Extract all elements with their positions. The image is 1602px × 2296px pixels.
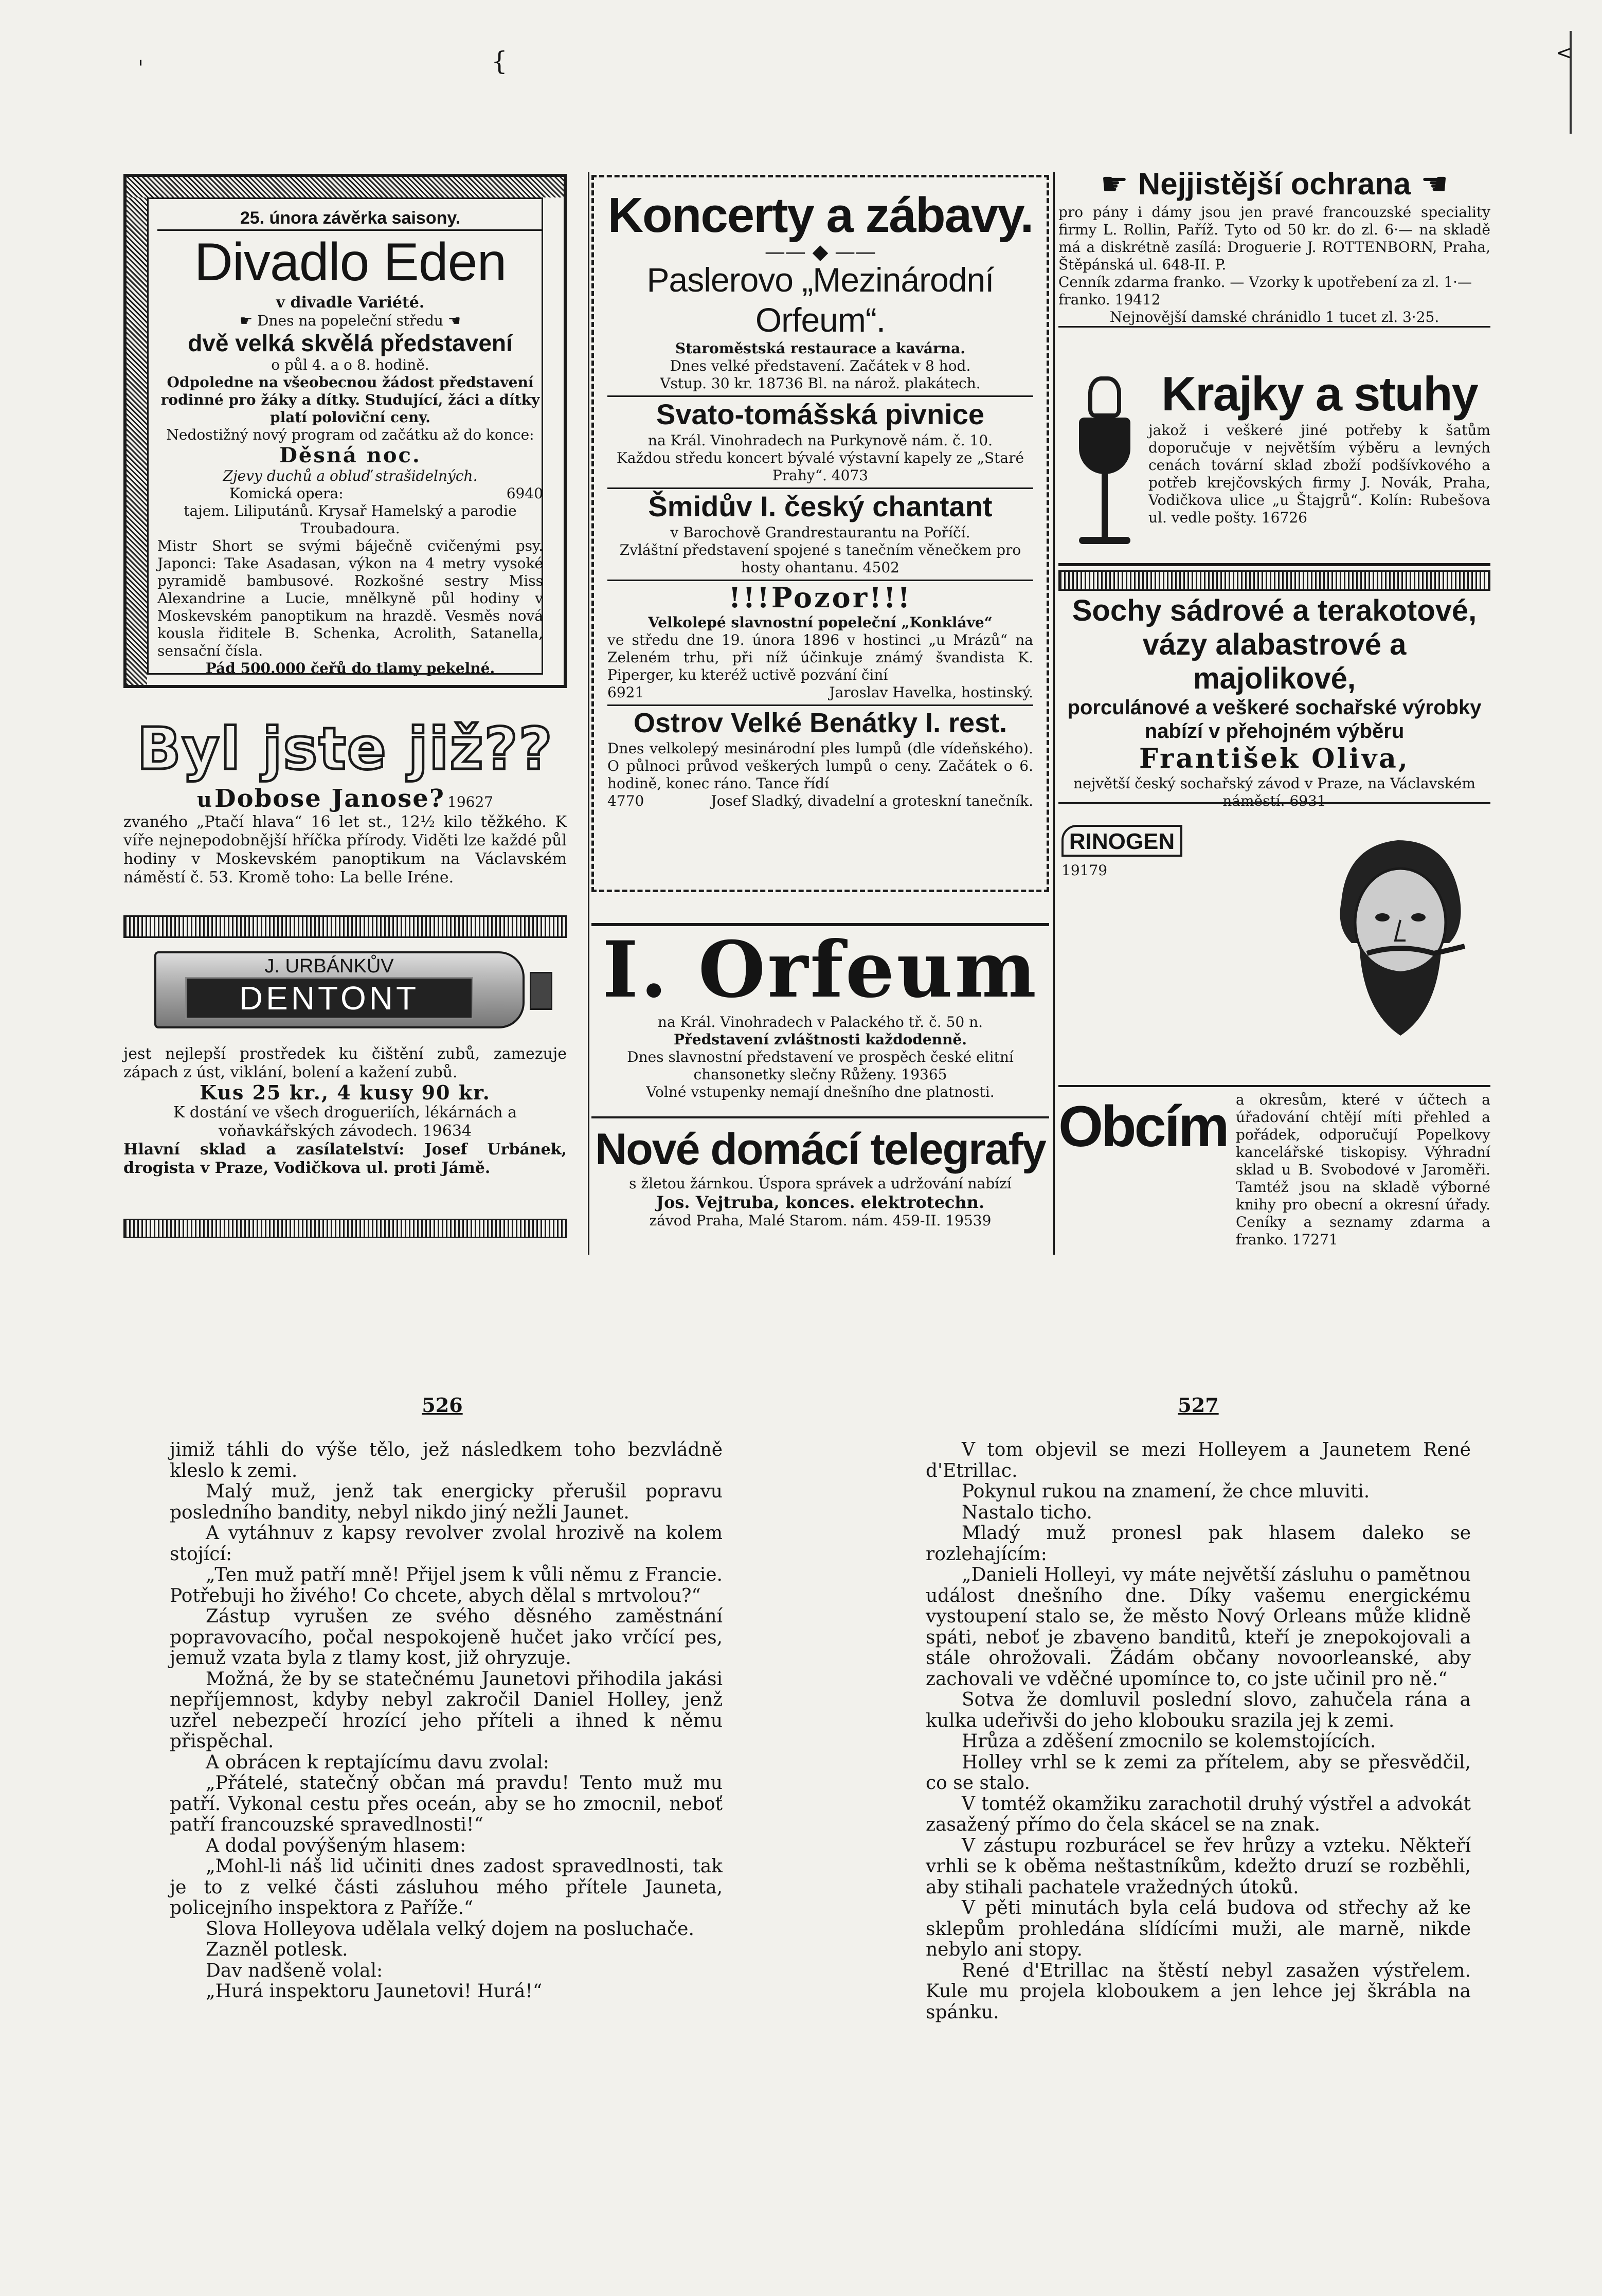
koncerty-b3-l2: Zvláštní představení spojené s tanečním věnečkem pro hosty ohantanu. 4502 — [607, 541, 1033, 581]
eden-p5: Komická opera: 6940 — [229, 485, 543, 502]
sochy-l4: nabízí v přehojném výběru — [1144, 720, 1405, 743]
eden-shade-top — [127, 177, 564, 197]
right-paragraph: „Danieli Holleyi, vy máte největší zásluhu o pamětnou událost dnešního dne. Díky vašemu energickému vystoupení stalo se, že město Nový Orleans může klidně spáti, neboť je zbaveno banditů, kteří je znepokojovali a stále ohrožovali. Žádám občany novoorleanské, aby zachovali ve vděčné upomínce to, co jste učinil pro ně.“ — [926, 1564, 1471, 1690]
ochrana-l2: Cenník zdarma franko. — Vzorky k upotřebení za zl. 1·— franko. 19412 — [1058, 274, 1472, 308]
left-paragraph: „Ten muž patří mně! Přijel jsem k vůli němu z Francie. Potřebuji ho živého! Co chcete, abych dělal s mrtvolou?“ — [170, 1564, 723, 1606]
eden-p3: Děsná noc. — [279, 443, 421, 467]
ochrana-l3: Nejnovější damské chránidlo 1 tucet zl. 3·25. — [1058, 309, 1490, 328]
left-paragraph: Zazněl potlesk. — [206, 1939, 348, 1960]
sochy-l2: vázy alabastrové a majolikové, — [1142, 628, 1407, 695]
page-right-edge — [1570, 31, 1582, 134]
right-paragraph: Pokynul rukou na znamení, že chce mluviti. — [962, 1481, 1370, 1502]
page-mark-left: ' — [138, 57, 143, 80]
sochy-l5: největší český sochařský závod v Praze, na Václavském náměstí. 6931 — [1073, 775, 1475, 809]
left-paragraph: Zástup vyrušen ze svého děsného zaměstnání popravovacího, počal nespokojeně hučet jako vrčící pes, jemuž vzata byla z tlamy kost, již ohryzuje. — [170, 1606, 723, 1669]
left-paragraph: jimiž táhli do výše tělo, jež následkem toho bezvládně kleslo k zemi. — [170, 1439, 723, 1481]
right-page-number: 527 — [1178, 1394, 1219, 1417]
sochy-l3: porculánové a veškeré sochařské výrobky — [1067, 696, 1482, 719]
column-rule-2 — [1053, 172, 1055, 1255]
pointing-hand-icon: ☛ — [240, 312, 258, 329]
dentont-brand-top: J. URBÁNKŮV — [264, 955, 394, 977]
orfeum-title: I. Orfeum — [602, 925, 1039, 1015]
koncerty-b4-l1: ve středu dne 19. února 1896 v hostinci „u Mrázů“ na Zeleném trhu, při níž účinkuje známý švandista K. Piperger, ku kteréž uctivě pozvání činí — [607, 631, 1033, 683]
eden-sub2: ☛ Dnes na popeleční středu ☚ — [240, 312, 461, 329]
right-paragraph: V zástupu rozburácel se řev hrůzy a vzteku. Někteří vrhli se k oběma neštastníkům, kdežto druzí se rozběhli, aby stihali pachatele vražedných útoků. — [926, 1835, 1471, 1898]
sochy-l1: Sochy sádrové a terakotové, — [1072, 594, 1477, 627]
ochrana-title-line: ☛ Nejjistější ochrana ☚ — [1101, 166, 1448, 202]
ad-obcim — [1058, 1085, 1490, 1252]
koncerty-b3-title: Šmidův I. český chantant — [648, 490, 993, 522]
eden-p8: Pád 500.000 čeřů do tlamy pekelné. — [205, 660, 495, 677]
eden-title: Divadlo Eden — [194, 232, 507, 292]
eden-p1: Odpoledne na všeobecnou žádost představení rodinné pro žáky a dítky. Studující, žáci a dítky platí poloviční ceny. — [160, 374, 540, 426]
obcim-text: a okresům, které v účtech a úřadování chtějí míti přehled a pořádek, odporučují Popelkovy kancelářské tiskopisy. Výhradní sklad u B. Svobodové v Jaroměři. Tamtéž jsou na skladě výborné knihy pro obecní a okresní úřady. Ceníky a seznamy zdarma a franko. 17271 — [1236, 1091, 1490, 1248]
eden-p4: Zjevy duchů a obluď strašidelných. — [223, 467, 478, 484]
koncerty-b1-sub: Staroměstská restaurace a kavárna. — [675, 340, 966, 357]
ad-ochrana — [1058, 165, 1490, 357]
ad-koncerty — [591, 175, 1049, 892]
koncerty-b1-l2: Vstup. 30 kr. 18736 Bl. na nárož. plakátech. — [607, 375, 1033, 397]
dentont-banner-bottom — [123, 1219, 567, 1238]
page-mark-center: { — [491, 46, 508, 76]
left-paragraph: Možná, že by se statečnému Jaunetovi přihodila jakási nepříjemnost, kdyby nebyl zakročil Daniel Holley, jenž uzřel nebezpečí hrozící jeho příteli a ihned k němu přispěchal. — [170, 1668, 723, 1752]
ad-byl-jste — [123, 717, 567, 908]
left-paragraph: Malý muž, jenž tak energicky přerušil popravu posledního bandity, nebyl nikdo jiný nežli Jaunet. — [170, 1481, 723, 1523]
koncerty-divider: —— ◆ —— — [764, 240, 876, 264]
byl-text: zvaného „Ptačí hlava“ 16 let st., 12½ kilo těžkého. K víře nejnepodobnější hříčka přírody. Viděti lze každé půl hodiny v Moskevském panoptikum na Václavském náměstí č. 53. Kromě toho: La belle Iréne. — [123, 813, 567, 887]
right-paragraph: V pěti minutách byla celá budova od střechy až ke sklepům prohledána slídícími muži, ale marně, nikde nebylo ani stopy. — [926, 1897, 1471, 1960]
ochrana-text: pro pány i dámy jsou jen pravé francouzské speciality firmy L. Rollin, Paříž. Tyto od 50 kr. do zl. 6·— na skladě má a diskrétně zasílá: Droguerie J. ROTTENBORN, Praha, Štěpánská ul. 648-II. P. — [1058, 204, 1490, 273]
koncerty-b1-title: Paslerovo „Mezinárodní Orfeum“. — [646, 261, 994, 339]
ad-sochy — [1058, 563, 1490, 809]
ad-orfeum — [591, 923, 1049, 1118]
dentont-cap — [530, 972, 552, 1010]
eden-p6: tajem. Liliputánů. Krysař Hamelský a parodie Troubadoura. — [184, 502, 517, 537]
left-paragraph: „Mohl-li náš lid učiniti dnes zadost spravedlnosti, tak je to z velké části zásluhou mého přítele Jauneta, policejního inspektora z Paříže.“ — [170, 1856, 723, 1919]
dress-form-icon — [1069, 376, 1141, 562]
sochy-banner — [1058, 570, 1490, 591]
krajky-text: jakož i veškeré jiné potřeby k šatům doporučuje v největším výběru a levných cenách tovární sklad zboží podšívkového a potřeb krejčovských firmy J. Novák, Praha, Vodičkova ulice „u Štajgrů“. Kolín: Rubešova ul. vedle pošty. 16726 — [1148, 422, 1490, 526]
right-paragraph: V tomtéž okamžiku zarachotil druhý výstřel a advokát zasažený přímo do čela skácel se na znak. — [926, 1793, 1471, 1835]
right-page-text — [926, 1440, 1471, 2023]
dentont-l1: jest nejlepší prostředek ku čištění zubů, zamezuje zápach z úst, viklání, bolení a kažení zubů. — [123, 1045, 567, 1081]
rinogen-text: 19179 — [1061, 862, 1108, 879]
left-paragraph: Slova Holleyova udělala velký dojem na posluchače. — [206, 1918, 694, 1940]
koncerty-b5-title: Ostrov Velké Benátky I. rest. — [633, 708, 1007, 738]
koncerty-b5-l1: Dnes velkolepý mesinárodní ples lumpů (dle vídeňského). O půlnoci průvod veškerých lumpů o ceny. Začátek o 6. hodině, konec ráno. Tance řídí — [607, 740, 1033, 792]
right-paragraph: Hrůza a zděšení zmocnilo se kolemstojících. — [962, 1731, 1376, 1752]
left-paragraph: A vytáhnuv z kapsy revolver zvolal hrozivě na kolem stojící: — [170, 1523, 723, 1565]
left-paragraph: „Přátelé, statečný občan má pravdu! Tento muž mu patří. Vykonal cestu přes oceán, aby se ho zmocnil, neboť patří francouzské spravedlnosti!“ — [170, 1773, 723, 1835]
koncerty-b4-sign: 6921 Jaroslav Havelka, hostinský. — [607, 684, 1033, 706]
ad-telegrafy — [591, 1124, 1049, 1252]
eden-p2: Nedostižný nový program od začátku až do konce: — [166, 426, 534, 443]
byl-name-line: u Dobose Janose? 19627 — [196, 784, 494, 813]
dentont-brand: DENTONT — [185, 977, 473, 1019]
pointing-hand-icon: ☚ — [1420, 166, 1448, 202]
orfeum-l4: Volné vstupenky nemají dnešního dne platnosti. — [646, 1083, 995, 1100]
byl-headline: Byl jste již?? — [137, 716, 553, 783]
pointing-hand-icon: ☚ — [443, 312, 461, 329]
orfeum-l2: Představení zvláštnosti každodenně. — [674, 1031, 967, 1048]
left-paragraph: Dav nadšeně volal: — [206, 1960, 383, 1981]
left-page-number: 526 — [422, 1394, 463, 1417]
koncerty-title: Koncerty a zábavy. — [607, 188, 1033, 243]
dentont-l3: K dostání ve všech drogueriích, lékárnách a voňavkářských závodech. 19634 — [173, 1104, 517, 1140]
koncerty-b2-l2: Každou středu koncert bývalé výstavní kapely ze „Staré Prahy“. 4073 — [607, 449, 1033, 489]
right-paragraph: Mladý muž pronesl pak hlasem daleko se rozlehajícím: — [926, 1523, 1471, 1565]
bearded-man-portrait — [1305, 825, 1480, 1046]
koncerty-b1-l1: Dnes velké představení. Začátek v 8 hod. — [670, 357, 971, 374]
ad-divadlo-eden — [123, 174, 567, 688]
left-page-text — [170, 1440, 723, 2002]
column-rule-1 — [588, 172, 589, 1255]
right-paragraph: Sotva že domluvil poslední slovo, zahučela rána a kulka udeřivši do jeho klobouku srazila jej k zemi. — [926, 1689, 1471, 1731]
koncerty-b3-l1: v Barochově Grandrestaurantu na Poříčí. — [670, 524, 970, 541]
right-paragraph: V tom objevil se mezi Holleyem a Jaunetem René d'Etrillac. — [926, 1439, 1471, 1481]
koncerty-b2-l1: na Král. Vinohradech na Purkynově nám. č. 10. — [647, 432, 993, 449]
telegrafy-title: Nové domácí telegrafy — [595, 1125, 1046, 1174]
orfeum-l3: Dnes slavnostní představení ve prospěch české elitní chansonetky slečny Růženy. 19365 — [627, 1048, 1014, 1083]
right-paragraph: René d'Etrillac na štěstí nebyl zasažen výstřelem. Kule mu projela kloboukem a jen lehce jej škrábla na spánku. — [926, 1960, 1471, 2023]
left-paragraph: A obrácen k reptajícímu davu zvolal: — [206, 1751, 549, 1773]
page-mark-right: < — [1556, 41, 1573, 65]
koncerty-b2-title: Svato-tomášská pivnice — [656, 398, 985, 430]
dentont-l4: Hlavní sklad a zasílatelství: Josef Urbánek, drogista v Praze, Vodičkova ul. proti Jámě. — [123, 1141, 567, 1177]
krajky-title: Krajky a stuhy — [1161, 367, 1478, 421]
telegrafy-l3: závod Praha, Malé Starom. nám. 459-II. 19539 — [649, 1212, 992, 1229]
obcim-title: Obcím — [1058, 1094, 1228, 1159]
koncerty-b4-title: !!!Pozor!!! — [728, 581, 912, 614]
pointing-hand-icon: ☛ — [1101, 166, 1128, 202]
telegrafy-l1: s žletou žárnkou. Úspora správek a udržování nabízí — [629, 1175, 1012, 1192]
eden-top-line: 25. února závěrka saisony. — [157, 207, 543, 231]
dentont-banner-top — [123, 915, 567, 938]
dentont-price: Kus 25 kr., 4 kusy 90 kr. — [200, 1081, 491, 1104]
orfeum-l1: na Král. Vinohradech v Palackého tř. č. 50 n. — [657, 1014, 983, 1031]
right-paragraph: Holley vrhl se k zemi za přítelem, aby se přesvědčil, co se stalo. — [926, 1751, 1471, 1794]
eden-sub3: dvě velká skvělá představení — [188, 330, 513, 356]
telegrafy-l2: Jos. Vejtruba, konces. elektrotechn. — [656, 1192, 985, 1212]
ad-dentont — [123, 915, 567, 1255]
eden-sub1: v divadle Variété. — [276, 294, 425, 312]
koncerty-b4-sub: Velkolepé slavnostní popeleční „Konkláve“ — [648, 614, 993, 631]
koncerty-b5-sign: 4770 Josef Sladký, divadelní a groteskní tanečník. — [607, 792, 1033, 809]
sochy-name: František Oliva, — [1139, 743, 1410, 774]
ad-krajky — [1058, 366, 1490, 577]
eden-sub4: o půl 4. a o 8. hodině. — [271, 356, 429, 373]
eden-shade-left — [127, 177, 147, 685]
left-paragraph: „Hurá inspektoru Jaunetovi! Hurá!“ — [206, 1981, 543, 2002]
right-paragraph: Nastalo ticho. — [962, 1502, 1092, 1523]
left-paragraph: A dodal povýšeným hlasem: — [206, 1835, 466, 1856]
eden-p7: Mistr Short se svými báječně cvičenými psy. Japonci: Take Asadasan, výkon na 4 metry vysoké pyramidě bambusové. Rozkošné sestry Miss Alexandrine a Lucie, mnělkyně půl hodiny v Moskevském panoptikum na hrazdě. Vesměs nová kousla řiditele B. Schenka, Acrolith, Satanella, sensační čísla. — [157, 537, 543, 659]
ad-rinogen — [1058, 802, 1490, 1080]
rinogen-title: RINOGEN — [1061, 825, 1182, 857]
